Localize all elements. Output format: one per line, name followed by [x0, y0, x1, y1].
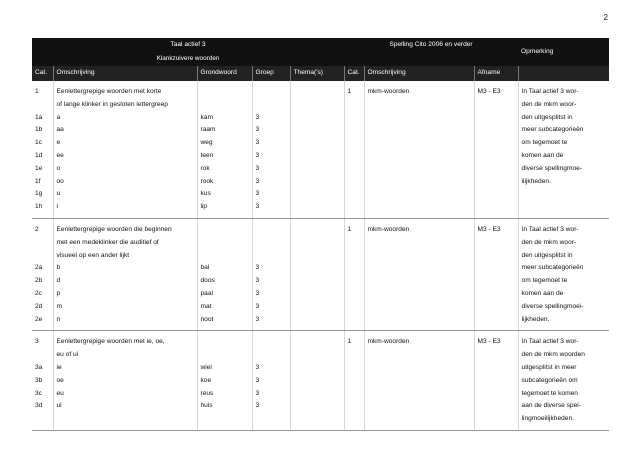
cito-omschrijving-cell [364, 331, 474, 431]
cat-line: 2 [35, 225, 39, 233]
col-header-omschrijving: Omschrijving [53, 66, 197, 81]
groep-line: 3 [255, 302, 260, 310]
klankzuivere-subtitle: Klankzuivere woorden [32, 53, 344, 66]
groep-cell [252, 218, 290, 330]
table-row [32, 331, 609, 431]
afname-cell [474, 81, 518, 218]
cat-line: 3a [35, 363, 43, 371]
afname-text: M3 - E3 [477, 225, 501, 233]
column-header-row [32, 66, 609, 81]
groep-line: 3 [255, 164, 260, 172]
grondwoord-line: wiel [200, 363, 212, 371]
col-header-grondwoord: Grondwoord [197, 66, 252, 81]
cat-line: 2d [35, 302, 43, 310]
groep-line: 3 [255, 376, 260, 384]
grondwoord-line [201, 250, 249, 263]
grondwoord-line: lip [200, 203, 208, 211]
omschrijving-cell [53, 81, 197, 218]
opmerking-line: om tegemoet te [521, 139, 568, 147]
grondwoord-line: mat [200, 302, 212, 310]
opmerking-line: In Taal actief 3 wor- [521, 88, 579, 95]
opmerking-line: den uitgesplitst in [521, 113, 573, 121]
cat-line: 3 [35, 338, 39, 346]
groep-line: 3 [255, 402, 260, 410]
col-header-groep: Groep [252, 66, 290, 81]
spelling-cito-title: Spelling Cito 2006 en verder [344, 38, 518, 53]
grondwoord-line: kam [200, 113, 213, 121]
cito-cat-text: 1 [347, 338, 352, 346]
grondwoord-line: rok [200, 164, 210, 172]
groep-line: 3 [255, 113, 260, 121]
omschrijving-line: Eenlettergrepige woorden met korte [56, 88, 162, 95]
groep-line [256, 86, 287, 99]
groep-line: 3 [255, 139, 260, 147]
opmerking-line: meer subcategorieën [521, 126, 584, 134]
omschrijving-line: a [56, 113, 61, 121]
grondwoord-line: weg [200, 139, 213, 147]
omschrijving-line: met een medeklinker die auditief of [56, 238, 159, 246]
grondwoord-line: huis [200, 402, 213, 410]
opmerking-line: aan de diverse spel- [521, 402, 581, 410]
grondwoord-line: bal [200, 264, 210, 272]
opmerking-line: diverse spellingmoei- [521, 302, 584, 310]
cat-line [35, 349, 50, 362]
omschrijving-line: oo [56, 177, 64, 185]
taal-actief-title: Taal actief 3 [32, 38, 344, 53]
cat-line: 2a [35, 264, 43, 272]
grondwoord-line: reus [200, 389, 214, 397]
themas-cell [290, 81, 344, 218]
grondwoord-line: teen [200, 151, 214, 159]
opmerking-line: den de mkm woor- [521, 100, 577, 108]
grondwoord-line: rook [200, 177, 214, 185]
omschrijving-cell [53, 218, 197, 330]
cat-line: 1a [35, 113, 43, 121]
cat-line: 3b [35, 376, 43, 384]
cat-line: 1g [35, 190, 43, 198]
grondwoord-line [201, 86, 249, 99]
grondwoord-cell [197, 331, 252, 431]
grondwoord-line: raam [200, 126, 216, 134]
groep-line: 3 [255, 289, 260, 297]
groep-line [256, 250, 287, 263]
omschrijving-line: e [56, 139, 61, 147]
cito-cat-cell [344, 331, 364, 431]
groep-line [256, 349, 287, 362]
cat-line: 1 [35, 88, 39, 95]
cat-line: 3d [35, 402, 43, 410]
omschrijving-line: eu [56, 389, 64, 397]
omschrijving-line: oe [56, 376, 64, 384]
cito-omschrijving-text: mkm-woorden [367, 88, 410, 95]
grondwoord-cell [197, 81, 252, 218]
cat-cell [32, 81, 53, 218]
opmerking-line: lijkheden. [521, 315, 550, 323]
omschrijving-line: ui [56, 402, 62, 410]
groep-line: 3 [255, 177, 260, 185]
opmerking-line: diverse spellingmoe- [521, 164, 583, 172]
grondwoord-line: noot [200, 315, 214, 323]
omschrijving-line: visueel op een ander lijkt [56, 251, 130, 259]
grondwoord-line: kus [200, 190, 211, 198]
cito-omschrijving-text: mkm-woorden [367, 225, 410, 233]
groep-line [256, 224, 287, 237]
grondwoord-line [201, 237, 249, 250]
table-row [32, 218, 609, 330]
omschrijving-line: b [56, 264, 61, 272]
cat-line: 1f [35, 177, 41, 185]
groep-line: 3 [255, 190, 260, 198]
groep-cell [252, 331, 290, 431]
cat-line: 2e [35, 315, 43, 323]
cat-line: 1b [35, 126, 43, 134]
groep-line: 3 [255, 315, 260, 323]
opmerking-cell [518, 331, 609, 431]
grondwoord-line [201, 336, 249, 349]
opmerking-line: tegemoet te komen [521, 389, 578, 397]
omschrijving-line: m [56, 302, 62, 310]
col-header-themas: Thema('s) [290, 66, 344, 81]
opmerking-line: uitgesplitst in meer [521, 363, 577, 371]
grondwoord-line [201, 224, 249, 237]
afname-cell [474, 331, 518, 431]
omschrijving-line: eu of ui [56, 351, 79, 359]
grondwoord-line: doos [200, 277, 215, 285]
opmerking-cell [518, 218, 609, 330]
curriculum-table [32, 38, 609, 431]
opmerking-line: subcategorieën om [521, 376, 578, 384]
omschrijving-line: Eenlettergrepige woorden met ie, oe, [56, 338, 165, 346]
grondwoord-line: paal [200, 289, 213, 297]
cat-line [35, 237, 50, 250]
omschrijving-line: u [56, 190, 61, 198]
opmerking-title: Opmerking [518, 38, 609, 66]
groep-line: 3 [255, 126, 260, 134]
omschrijving-line: ee [56, 151, 64, 159]
opmerking-line: om tegemoet te [521, 277, 568, 285]
grondwoord-cell [197, 218, 252, 330]
groep-line [256, 336, 287, 349]
table-row [32, 81, 609, 218]
cat-line: 1c [35, 139, 42, 147]
col-header-cat: Cat. [32, 66, 53, 81]
omschrijving-line: Eenlettergrepige woorden die beginnen [56, 225, 172, 233]
cat-line: 2b [35, 277, 43, 285]
omschrijving-line: of lange klinker in gesloten lettergreep [56, 100, 168, 108]
omschrijving-line: p [56, 289, 61, 297]
col-header-cat-cito: Cat. [344, 66, 364, 81]
omschrijving-line: i [56, 203, 58, 211]
groep-line: 3 [255, 151, 260, 159]
opmerking-line: den de mkm woor- [521, 238, 577, 246]
omschrijving-line: n [56, 315, 61, 323]
grondwoord-line: koe [200, 376, 212, 384]
omschrijving-line: ie [56, 363, 62, 371]
themas-cell [290, 331, 344, 431]
omschrijving-line: o [56, 164, 61, 172]
opmerking-line: komen aan de [521, 289, 564, 297]
groep-line: 3 [255, 277, 260, 285]
opmerking-line: ilijkheden. [521, 177, 551, 185]
groep-line: 3 [255, 389, 260, 397]
afname-text: M3 - E3 [477, 88, 501, 95]
afname-text: M3 - E3 [477, 338, 501, 346]
opmerking-line: den de mkm woorden [521, 351, 585, 359]
grondwoord-line [201, 99, 249, 112]
cito-omschrijving-text: mkm-woorden [367, 338, 410, 346]
cito-omschrijving-cell [364, 81, 474, 218]
cat-line: 3c [35, 389, 42, 397]
groep-cell [252, 81, 290, 218]
cat-line: 1e [35, 164, 43, 172]
groep-line: 3 [255, 363, 260, 371]
cat-cell [32, 218, 53, 330]
cito-cat-text: 1 [347, 225, 352, 233]
cat-cell [32, 331, 53, 431]
opmerking-line: den uitgesplitst in [521, 251, 573, 259]
groep-line [256, 237, 287, 250]
cat-line: 1d [35, 151, 43, 159]
afname-cell [474, 218, 518, 330]
omschrijving-line: aa [56, 126, 64, 134]
opmerking-line: In Taal actief 3 wor- [521, 225, 579, 233]
cat-line [35, 99, 50, 112]
cito-cat-cell [344, 218, 364, 330]
opmerking-line: lingmoeilijkheden. [521, 415, 574, 423]
cat-line: 2c [35, 289, 42, 297]
opmerking-line: komen aan de [521, 151, 564, 159]
themas-cell [290, 218, 344, 330]
cito-cat-text: 1 [347, 88, 352, 95]
groep-line: 3 [255, 264, 260, 272]
opmerking-line: In Taal actief 3 wor- [521, 338, 579, 346]
table-body [32, 81, 609, 430]
col-header-omschrijving-cito: Omschrijving [364, 66, 474, 81]
cat-line [35, 250, 50, 263]
groep-line: 3 [255, 203, 260, 211]
col-header-afname: Afname [474, 66, 518, 81]
grondwoord-line [201, 349, 249, 362]
page-number: 2 [603, 13, 608, 22]
cat-line: 1h [35, 203, 43, 211]
omschrijving-cell [53, 331, 197, 431]
omschrijving-line: d [56, 277, 61, 285]
groep-line [256, 99, 287, 112]
cito-omschrijving-cell [364, 218, 474, 330]
opmerking-line: meer subcategorieën [521, 264, 584, 272]
cito-cat-cell [344, 81, 364, 218]
opmerking-cell [518, 81, 609, 218]
header-row-titles [32, 38, 609, 53]
